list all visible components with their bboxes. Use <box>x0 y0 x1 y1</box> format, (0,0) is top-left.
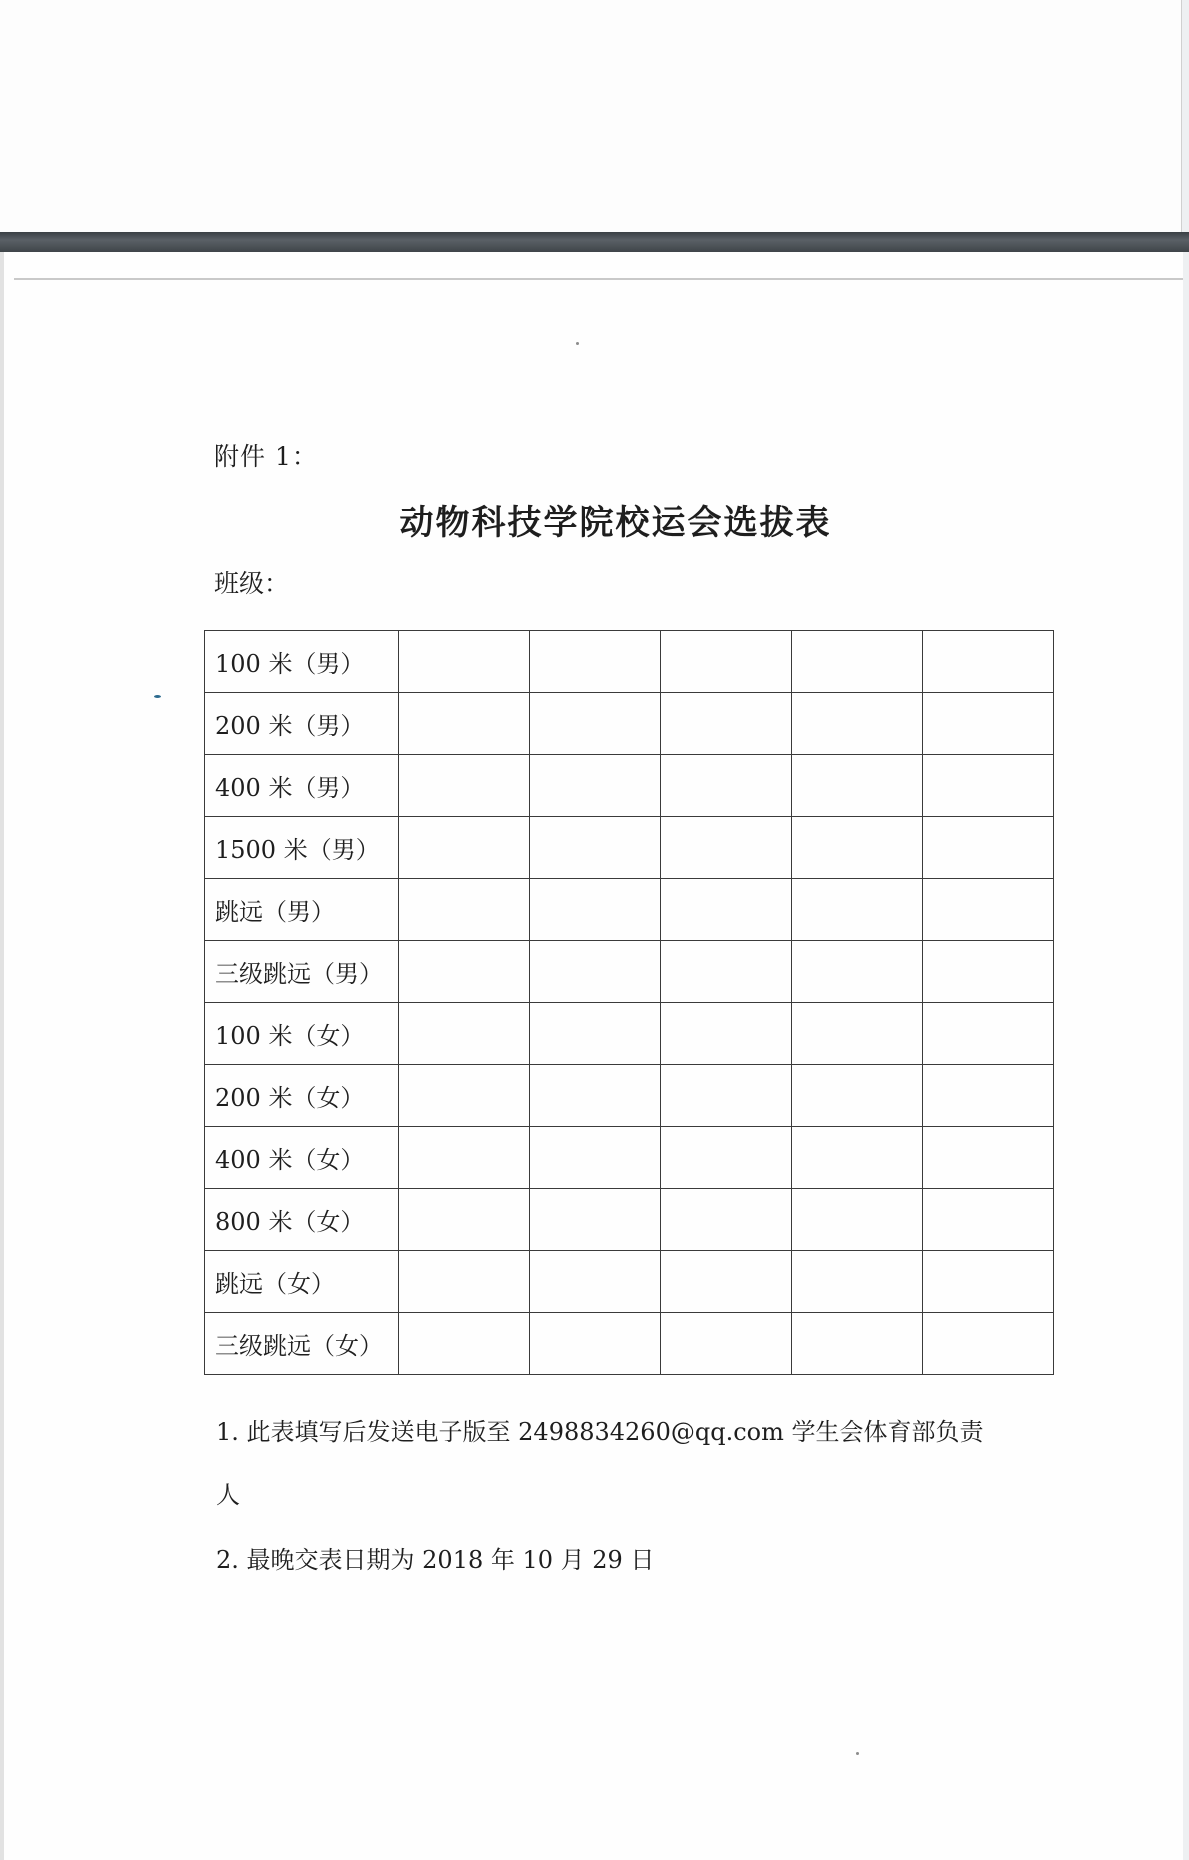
entry-cell <box>923 1127 1054 1189</box>
table-row <box>205 1065 1054 1127</box>
entry-cell <box>399 879 530 941</box>
entry-cell <box>661 631 792 693</box>
entry-cell <box>399 755 530 817</box>
entry-cell <box>530 1313 661 1375</box>
entry-cell <box>792 1003 923 1065</box>
entry-cell <box>530 1189 661 1251</box>
event-name-cell: 400 米（男） <box>205 755 399 817</box>
entry-cell <box>399 1127 530 1189</box>
table-row <box>205 1251 1054 1313</box>
entry-cell <box>530 693 661 755</box>
entry-cell <box>923 1003 1054 1065</box>
entry-cell <box>530 1003 661 1065</box>
entry-cell <box>923 693 1054 755</box>
table-row <box>205 1003 1054 1065</box>
entry-cell <box>530 817 661 879</box>
event-name-cell: 跳远（男） <box>205 879 399 941</box>
entry-cell <box>923 1251 1054 1313</box>
event-name-cell: 三级跳远（男） <box>205 941 399 1003</box>
attachment-label: 附件 1： <box>214 442 318 471</box>
entry-cell <box>530 1127 661 1189</box>
entry-cell <box>923 1065 1054 1127</box>
entry-cell <box>792 1251 923 1313</box>
table-row <box>205 693 1054 755</box>
entry-cell <box>530 1065 661 1127</box>
entry-cell <box>661 941 792 1003</box>
entry-cell <box>661 1065 792 1127</box>
entry-cell <box>923 1313 1054 1375</box>
event-name-cell: 1500 米（男） <box>205 817 399 879</box>
entry-cell <box>530 1251 661 1313</box>
entry-cell <box>792 879 923 941</box>
entry-cell <box>792 1313 923 1375</box>
entry-cell <box>923 941 1054 1003</box>
event-name-cell: 100 米（男） <box>205 631 399 693</box>
note-send-email: 1. 此表填写后发送电子版至 2498834260@qq.com 学生会体育部负责 <box>216 1418 984 1446</box>
entry-cell <box>399 631 530 693</box>
entry-cell <box>792 693 923 755</box>
table-row <box>205 941 1054 1003</box>
note-deadline: 2. 最晚交表日期为 2018 年 10 月 29 日 <box>216 1546 655 1574</box>
entry-cell <box>792 631 923 693</box>
entry-cell <box>923 631 1054 693</box>
table-row <box>205 1127 1054 1189</box>
document-page <box>0 252 1183 1860</box>
class-label: 班级： <box>214 569 290 598</box>
entry-cell <box>661 1189 792 1251</box>
entry-cell <box>792 817 923 879</box>
entry-cell <box>530 941 661 1003</box>
entry-cell <box>399 1251 530 1313</box>
event-name-cell: 200 米（男） <box>205 693 399 755</box>
entry-cell <box>399 817 530 879</box>
table-row <box>205 1313 1054 1375</box>
entry-cell <box>792 1065 923 1127</box>
event-name-cell: 200 米（女） <box>205 1065 399 1127</box>
event-name-cell: 三级跳远（女） <box>205 1313 399 1375</box>
entry-cell <box>399 941 530 1003</box>
table-row <box>205 631 1054 693</box>
table-row <box>205 817 1054 879</box>
entry-cell <box>399 693 530 755</box>
entry-cell <box>661 755 792 817</box>
note-send-email-continued: 人 <box>216 1481 240 1509</box>
entry-cell <box>661 1313 792 1375</box>
entry-cell <box>661 817 792 879</box>
entry-cell <box>661 693 792 755</box>
event-name-cell: 跳远（女） <box>205 1251 399 1313</box>
form-title: 动物科技学院校运会选拔表 <box>399 503 832 543</box>
table-row <box>205 755 1054 817</box>
entry-cell <box>530 879 661 941</box>
entry-cell <box>530 631 661 693</box>
selection-table <box>204 630 1054 1375</box>
entry-cell <box>923 817 1054 879</box>
entry-cell <box>661 1127 792 1189</box>
previous-page <box>0 0 1182 232</box>
entry-cell <box>399 1189 530 1251</box>
table-row <box>205 1189 1054 1251</box>
event-name-cell: 100 米（女） <box>205 1003 399 1065</box>
scan-speck <box>154 695 161 698</box>
entry-cell <box>661 1003 792 1065</box>
entry-cell <box>792 1189 923 1251</box>
scan-speck <box>856 1752 859 1755</box>
selection-table-body <box>205 631 1054 1375</box>
event-name-cell: 400 米（女） <box>205 1127 399 1189</box>
entry-cell <box>792 941 923 1003</box>
scan-edge-line <box>14 278 1183 280</box>
entry-cell <box>399 1003 530 1065</box>
entry-cell <box>530 755 661 817</box>
table-row <box>205 879 1054 941</box>
entry-cell <box>923 1189 1054 1251</box>
entry-cell <box>399 1065 530 1127</box>
entry-cell <box>661 1251 792 1313</box>
scan-speck <box>576 342 579 345</box>
event-name-cell: 800 米（女） <box>205 1189 399 1251</box>
entry-cell <box>923 755 1054 817</box>
entry-cell <box>399 1313 530 1375</box>
entry-cell <box>792 1127 923 1189</box>
entry-cell <box>661 879 792 941</box>
entry-cell <box>792 755 923 817</box>
page-separator <box>0 232 1189 252</box>
entry-cell <box>923 879 1054 941</box>
